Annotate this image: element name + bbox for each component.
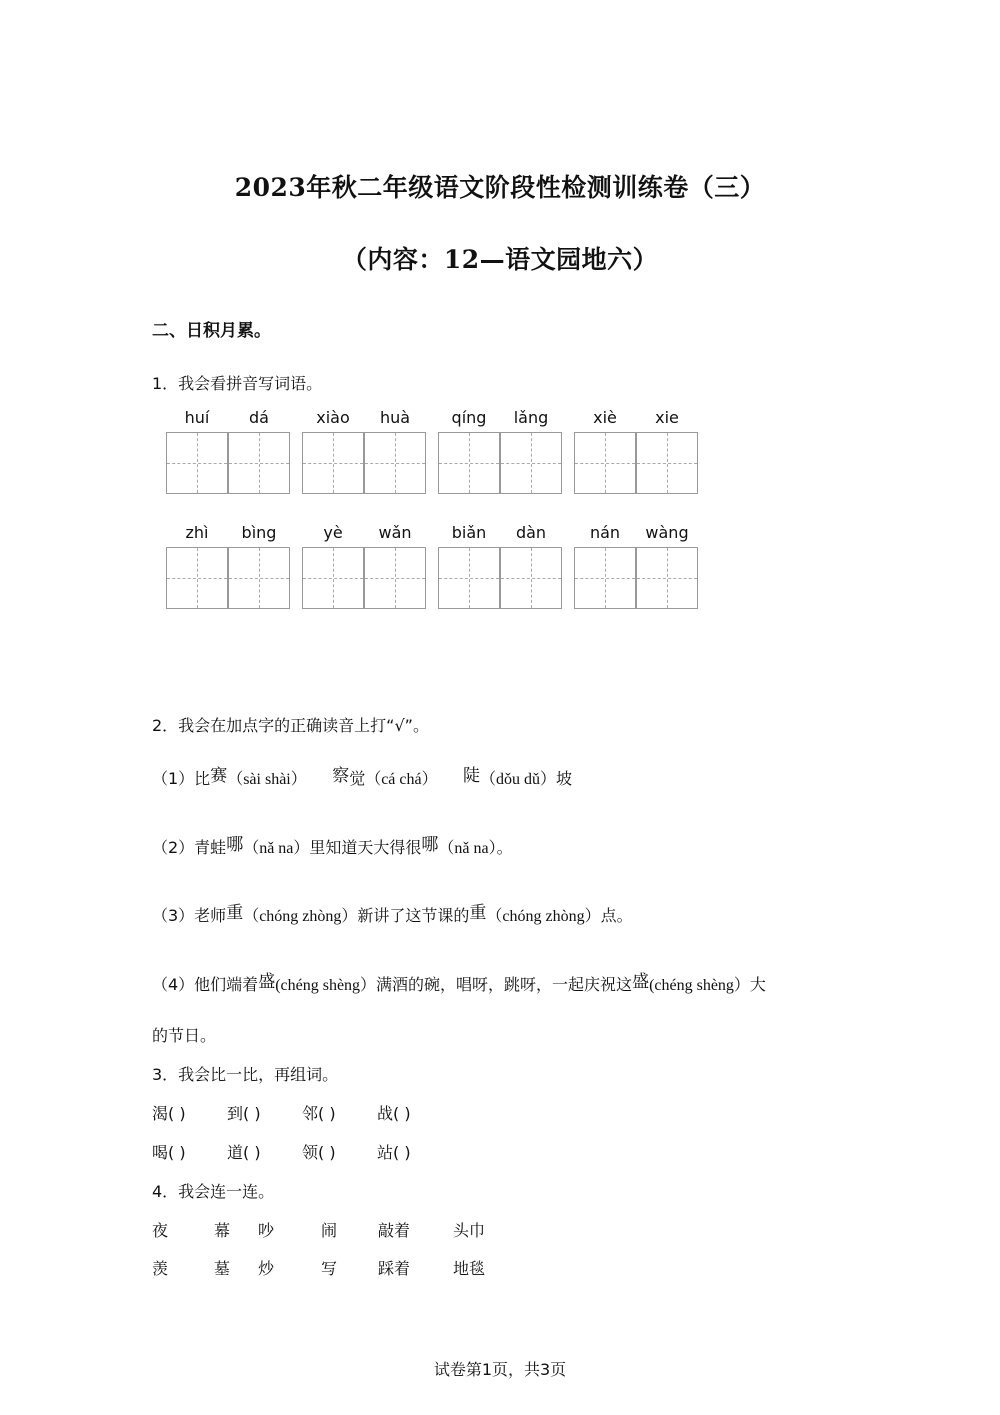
pinyin-label: xiè xyxy=(593,408,617,427)
match-item[interactable]: 夜 xyxy=(152,1221,169,1240)
match-item[interactable]: 炒 xyxy=(258,1259,275,1278)
q2-3-seg-b: （chóng zhòng）点。 xyxy=(486,908,633,925)
q2-line-2 xyxy=(152,833,513,858)
word-fill-item[interactable]: 邻( ) xyxy=(302,1104,336,1123)
word-fill-item[interactable]: 领( ) xyxy=(302,1143,336,1162)
pinyin-label: qíng xyxy=(451,408,487,427)
pinyin-label: huí xyxy=(184,408,210,427)
match-item[interactable]: 羡 xyxy=(152,1259,169,1278)
writing-cell[interactable] xyxy=(636,547,698,609)
writing-cell[interactable] xyxy=(438,547,500,609)
q2-3-char-a: 重 xyxy=(226,903,244,923)
writing-cell[interactable] xyxy=(364,432,426,494)
word-fill-item[interactable]: 战( ) xyxy=(377,1104,411,1123)
match-item[interactable]: 地毯 xyxy=(453,1259,486,1278)
q2-1-seg-a: （sài shài） xyxy=(227,771,307,788)
q2-2-prefix: （2）青蛙 xyxy=(152,838,227,857)
q2-2-char-a: 哪 xyxy=(226,835,244,855)
pinyin-label: biǎn xyxy=(451,523,487,542)
match-item[interactable]: 踩着 xyxy=(378,1259,411,1278)
writing-cell[interactable] xyxy=(500,432,562,494)
q2-1-prefix: （1）比 xyxy=(152,769,211,788)
pinyin-label: dàn xyxy=(515,523,547,542)
writing-cell[interactable] xyxy=(364,547,426,609)
q2-4-char-a: 盛 xyxy=(258,972,276,992)
q2-line-4-cont: 的节日。 xyxy=(152,1026,217,1045)
q2-1-char-a: 赛 xyxy=(210,766,228,786)
q2-4-char-b: 盛 xyxy=(632,972,650,992)
writing-cell[interactable] xyxy=(636,432,698,494)
pinyin-label: lǎng xyxy=(513,408,549,427)
pinyin-label: huà xyxy=(379,408,411,427)
word-fill-item[interactable]: 渴( ) xyxy=(152,1104,186,1123)
page-title: 2023年秋二年级语文阶段性检测训练卷（三） xyxy=(234,173,766,202)
q2-3-char-b: 重 xyxy=(469,903,487,923)
writing-cell[interactable] xyxy=(574,547,636,609)
word-fill-item[interactable]: 到( ) xyxy=(227,1104,261,1123)
word-fill-item[interactable]: 喝( ) xyxy=(152,1143,186,1162)
pinyin-label: wǎn xyxy=(378,523,412,542)
q2-1-char-b: 察 xyxy=(332,766,350,786)
match-item[interactable]: 闹 xyxy=(321,1221,338,1240)
q4-label: 4．我会连一连。 xyxy=(152,1182,275,1201)
match-item[interactable]: 吵 xyxy=(258,1221,275,1240)
pinyin-label: bìng xyxy=(241,523,277,542)
q2-1-seg-b: 觉（cá chá） xyxy=(349,771,438,788)
q2-3-prefix: （3）老师 xyxy=(152,906,227,925)
match-item[interactable]: 敲着 xyxy=(378,1221,411,1240)
page-footer: 试卷第1页，共3页 xyxy=(433,1360,567,1379)
pinyin-label: yè xyxy=(323,523,343,542)
q2-4-prefix: （4）他们端着 xyxy=(152,975,259,994)
writing-cell[interactable] xyxy=(166,432,228,494)
writing-cell[interactable] xyxy=(302,547,364,609)
q2-4-seg-a: (chéng shèng）满酒的碗，唱呀，跳呀，一起庆祝这 xyxy=(275,977,633,994)
q2-1-char-c: 陡 xyxy=(463,766,481,786)
q2-1-seg-c: （dǒu dǔ）坡 xyxy=(480,771,573,788)
pinyin-label: nán xyxy=(589,523,621,542)
match-item[interactable]: 写 xyxy=(321,1259,338,1278)
writing-cell[interactable] xyxy=(228,432,290,494)
writing-cell[interactable] xyxy=(574,432,636,494)
match-item[interactable]: 头巾 xyxy=(453,1221,486,1240)
pinyin-label: xie xyxy=(655,408,679,427)
q2-line-1 xyxy=(152,764,572,789)
q1-label: 1．我会看拼音写词语。 xyxy=(152,374,323,393)
q2-2-seg-b: （nǎ na）。 xyxy=(438,840,513,857)
q2-line-3 xyxy=(152,901,633,926)
q2-3-seg-a: （chóng zhòng）新讲了这节课的 xyxy=(243,908,470,925)
q2-2-char-b: 哪 xyxy=(421,835,439,855)
q2-label: 2．我会在加点字的正确读音上打“√”。 xyxy=(152,716,429,735)
page-subtitle: （内容：12—语文园地六） xyxy=(341,245,659,274)
q3-label: 3．我会比一比，再组词。 xyxy=(152,1065,339,1084)
writing-cell[interactable] xyxy=(228,547,290,609)
match-item[interactable]: 幕 xyxy=(214,1221,231,1240)
section-heading: 二、日积月累。 xyxy=(152,321,271,341)
writing-cell[interactable] xyxy=(500,547,562,609)
writing-cell[interactable] xyxy=(438,432,500,494)
q2-line-4 xyxy=(152,970,766,995)
pinyin-label: wàng xyxy=(645,523,689,542)
word-fill-item[interactable]: 站( ) xyxy=(377,1143,411,1162)
match-item[interactable]: 墓 xyxy=(214,1259,231,1278)
q2-4-seg-b: (chéng shèng）大 xyxy=(649,977,766,994)
pinyin-label: xiào xyxy=(316,408,350,427)
word-fill-item[interactable]: 道( ) xyxy=(227,1143,261,1162)
writing-cell[interactable] xyxy=(166,547,228,609)
q2-2-seg-a: （nǎ na）里知道天大得很 xyxy=(243,840,422,857)
pinyin-label: zhì xyxy=(185,523,209,542)
pinyin-label: dá xyxy=(249,408,269,427)
writing-cell[interactable] xyxy=(302,432,364,494)
